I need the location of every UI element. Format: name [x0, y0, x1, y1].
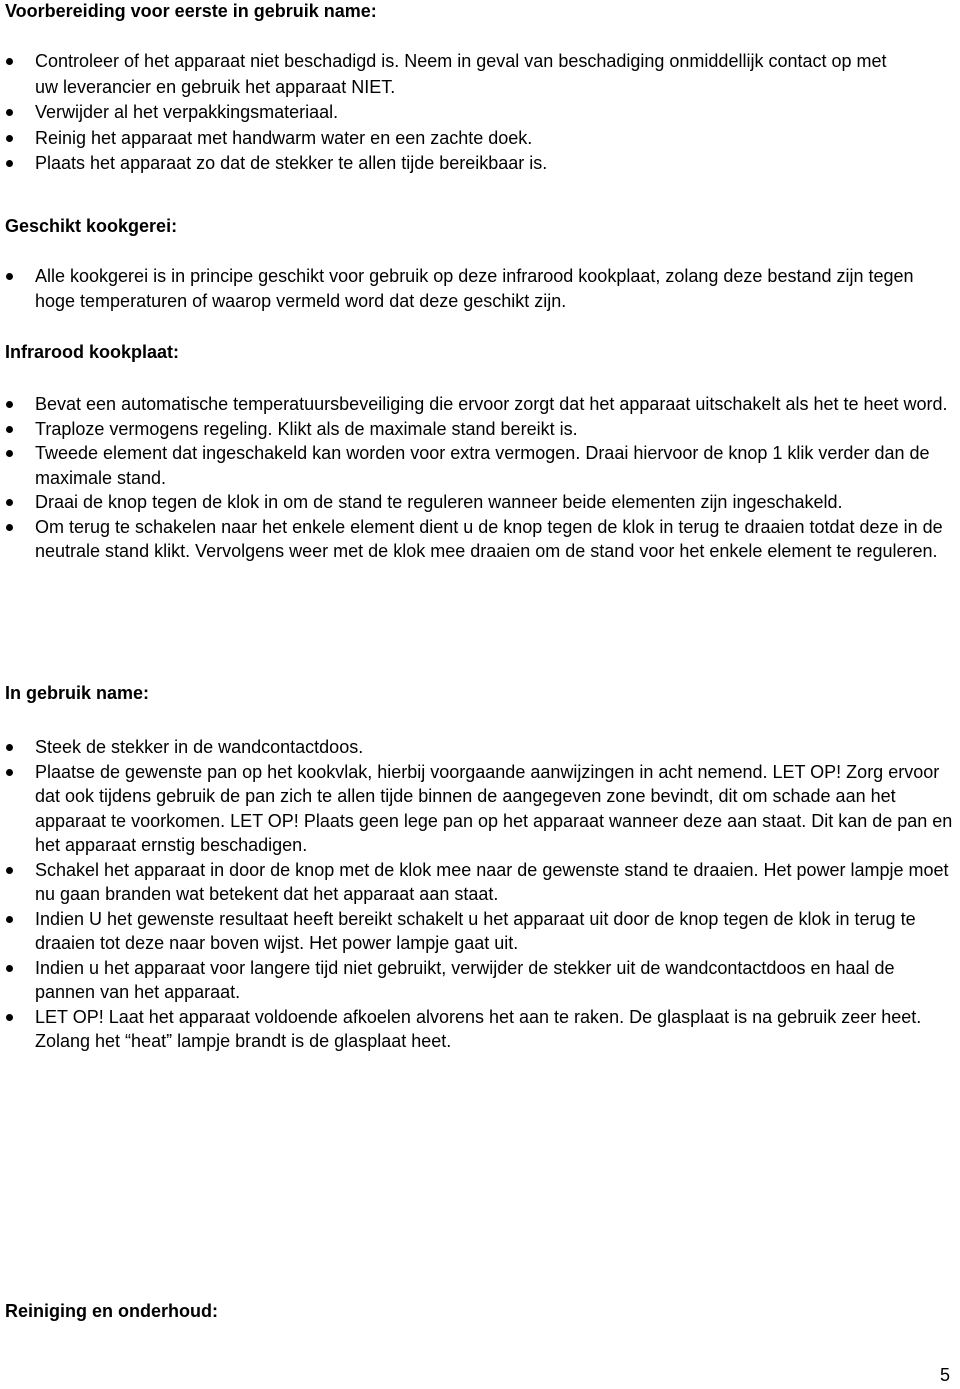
list-item: Controleer of het apparaat niet beschadigd is. Neem in geval van beschadiging onmiddellijk contact op met uw leverancier en gebruik het apparaat NIET.: [0, 49, 960, 100]
list-item: Draai de knop tegen de klok in om de stand te reguleren wanneer beide elementen zijn ingeschakeld.: [0, 490, 960, 515]
bullet-icon: [6, 524, 13, 531]
bullet-icon: [6, 916, 13, 923]
list-item: Verwijder al het verpakkingsmateriaal.: [0, 100, 960, 126]
infrared-hob-list: [0, 392, 960, 564]
bullet-icon: [6, 867, 13, 874]
bullet-icon: [6, 744, 13, 751]
bullet-icon: [6, 965, 13, 972]
list-item: Indien u het apparaat voor langere tijd niet gebruikt, verwijder de stekker uit de wandcontactdoos en haal de pannen van het apparaat.: [0, 956, 960, 1005]
preparation-list: [0, 49, 960, 177]
bullet-icon: [6, 499, 13, 506]
section-heading-infrared-hob: Infrarood kookplaat:: [5, 342, 180, 362]
bullet-icon: [6, 135, 13, 142]
bullet-icon: [6, 426, 13, 433]
section-heading-usage: In gebruik name:: [5, 683, 150, 703]
section-heading-cookware: Geschikt kookgerei:: [5, 216, 178, 236]
list-item: Plaatse de gewenste pan op het kookvlak, hierbij voorgaande aanwijzingen in acht nemend. LET OP! Zorg ervoor dat ook tijdens gebruik de pan zich te allen tijde binnen de aangegeven zone bevindt, dit om schade aan het apparaat te voorkomen. LET OP! Plaats geen lege pan op het apparaat wanneer deze aan staat. Dit kan de pan en het apparaat ernstig beschadigen.: [0, 760, 960, 858]
bullet-icon: [6, 1014, 13, 1021]
list-item: Tweede element dat ingeschakeld kan worden voor extra vermogen. Draai hiervoor de knop 1 klik verder dan de maximale stand.: [0, 441, 960, 490]
list-item: Alle kookgerei is in principe geschikt voor gebruik op deze infrarood kookplaat, zolang deze bestand zijn tegen hoge temperaturen of waarop vermeld word dat deze geschikt zijn.: [0, 264, 960, 313]
list-item: Om terug te schakelen naar het enkele element dient u de knop tegen de klok in terug te draaien totdat deze in de neutrale stand klikt. Vervolgens weer met de klok mee draaien om de stand voor het enkele element te reguleren.: [0, 515, 960, 564]
list-item: LET OP! Laat het apparaat voldoende afkoelen alvorens het aan te raken. De glasplaat is na gebruik zeer heet. Zolang het “heat” lampje brandt is de glasplaat heet.: [0, 1005, 960, 1054]
page-number: 5: [939, 1365, 950, 1385]
list-item: Plaats het apparaat zo dat de stekker te allen tijde bereikbaar is.: [0, 151, 960, 177]
section-heading-preparation: Voorbereiding voor eerste in gebruik name:: [5, 1, 377, 21]
section-heading-cleaning: Reiniging en onderhoud:: [5, 1301, 218, 1321]
bullet-icon: [6, 58, 13, 65]
list-item: Schakel het apparaat in door de knop met de klok mee naar de gewenste stand te draaien. Het power lampje moet nu gaan branden wat betekent dat het apparaat aan staat.: [0, 858, 960, 907]
bullet-icon: [6, 769, 13, 776]
list-item: Reinig het apparaat met handwarm water en een zachte doek.: [0, 126, 960, 152]
bullet-icon: [6, 450, 13, 457]
usage-list: [0, 735, 960, 1054]
list-item: Indien U het gewenste resultaat heeft bereikt schakelt u het apparaat uit door de knop tegen de klok in terug te draaien tot deze naar boven wijst. Het power lampje gaat uit.: [0, 907, 960, 956]
bullet-icon: [6, 160, 13, 167]
list-item: Steek de stekker in de wandcontactdoos.: [0, 735, 960, 760]
bullet-icon: [6, 401, 13, 408]
bullet-icon: [6, 109, 13, 116]
list-item: Traploze vermogens regeling. Klikt als de maximale stand bereikt is.: [0, 417, 960, 442]
list-item: Bevat een automatische temperatuursbeveiliging die ervoor zorgt dat het apparaat uitschakelt als het te heet word.: [0, 392, 960, 417]
bullet-icon: [6, 273, 13, 280]
cookware-list: [0, 264, 960, 313]
